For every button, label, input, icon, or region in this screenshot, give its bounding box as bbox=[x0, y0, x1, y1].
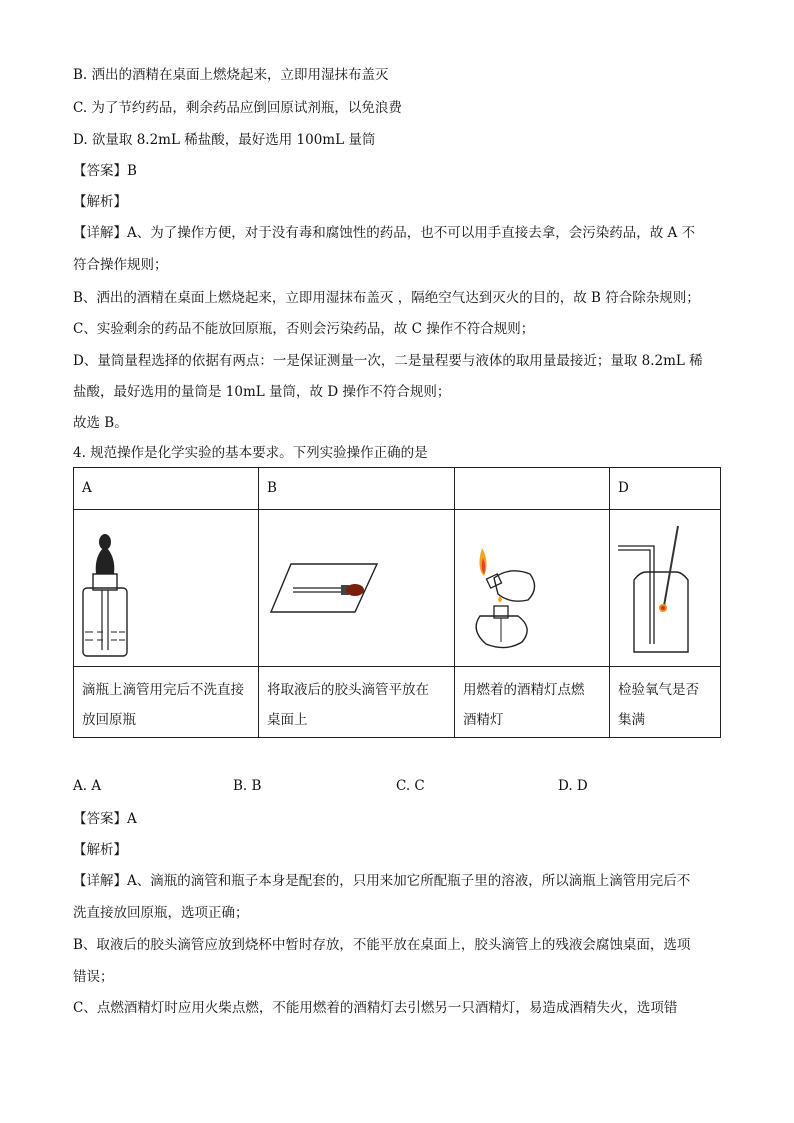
detail-line: B、洒出的酒精在桌面上燃烧起来，立即用湿抹布盖灭 ，隔绝空气达到灭火的目的，故 B 符合除杂规则； bbox=[73, 290, 700, 306]
options-table bbox=[73, 467, 721, 738]
detail-line: 【详解】A、滴瓶的滴管和瓶子本身是配套的，只用来加它所配瓶子里的溶液，所以滴瓶上滴管用完后不 bbox=[73, 873, 691, 889]
detail-line: 符合操作规则； bbox=[73, 257, 168, 273]
analysis-label: 【解析】 bbox=[73, 194, 127, 210]
caption-cell-b bbox=[258, 666, 455, 738]
option-b-text: B. 洒出的酒精在桌面上燃烧起来，立即用湿抹布盖灭 bbox=[73, 67, 389, 83]
detail-line: 【详解】A、为了操作方便，对于没有毒和腐蚀性的药品，也不可以用手直接去拿，会污染药品，故 A 不 bbox=[73, 225, 696, 241]
detail-line: B、取液后的胶头滴管应放到烧杯中暂时存放，不能平放在桌面上，胶头滴管上的残液会腐蚀桌面，选项 bbox=[73, 937, 691, 953]
table-header-a: A bbox=[73, 467, 259, 510]
option-d-text: D. 欲量取 8.2mL 稀盐酸，最好选用 100mL 量筒 bbox=[73, 132, 376, 148]
conclusion-line: 故选 B。 bbox=[73, 415, 128, 431]
choice-a: A. A bbox=[73, 778, 102, 794]
question-4-stem: 4. 规范操作是化学实验的基本要求。下列实验操作正确的是 bbox=[73, 445, 428, 461]
dropper-on-table-icon bbox=[269, 560, 379, 620]
gas-bottle-icon bbox=[616, 524, 696, 654]
option-c-text: C. 为了节约药品，剩余药品应倒回原试剂瓶，以免浪费 bbox=[73, 100, 402, 116]
image-cell-d bbox=[609, 509, 721, 667]
alcohol-lamp-icon bbox=[460, 538, 550, 658]
detail-line: D、量筒量程选择的依据有两点：一是保证测量一次，二是量程要与液体的取用量最接近；量取 8.2mL 稀 bbox=[73, 353, 703, 369]
image-cell-a bbox=[73, 509, 259, 667]
table-header-d: D bbox=[609, 467, 721, 510]
detail-line: C、实验剩余的药品不能放回原瓶，否则会污染药品，故 C 操作不符合规则； bbox=[73, 321, 535, 337]
image-cell-c bbox=[454, 509, 610, 667]
answer-label: 【答案】B bbox=[73, 163, 137, 179]
caption-line: 滴瓶上滴管用完后不洗直接 bbox=[82, 682, 244, 698]
caption-line: 检验氧气是否 bbox=[618, 682, 699, 698]
detail-line: 洗直接放回原瓶，选项正确； bbox=[73, 905, 249, 921]
caption-line: 将取液后的胶头滴管平放在 bbox=[267, 682, 429, 698]
caption-line: 放回原瓶 bbox=[82, 712, 136, 728]
caption-cell-a bbox=[73, 666, 259, 738]
caption-line: 酒精灯 bbox=[463, 712, 504, 728]
analysis-label: 【解析】 bbox=[73, 842, 127, 858]
choice-b: B. B bbox=[233, 778, 262, 794]
detail-line: 盐酸，最好选用的量筒是 10mL 量筒，故 D 操作不符合规则； bbox=[73, 384, 451, 400]
image-cell-b bbox=[258, 509, 455, 667]
dropper-bottle-icon bbox=[79, 528, 139, 658]
answer-label: 【答案】A bbox=[73, 811, 137, 827]
table-header-c bbox=[454, 467, 610, 510]
choice-c: C. C bbox=[396, 778, 425, 794]
table-header-b: B bbox=[258, 467, 455, 510]
detail-line: 错误； bbox=[73, 969, 114, 985]
caption-line: 用燃着的酒精灯点燃 bbox=[463, 682, 585, 698]
caption-cell-d bbox=[609, 666, 721, 738]
caption-cell-c bbox=[454, 666, 610, 738]
caption-line: 集满 bbox=[618, 712, 645, 728]
caption-line: 桌面上 bbox=[267, 712, 308, 728]
detail-line: C、点燃酒精灯时应用火柴点燃，不能用燃着的酒精灯去引燃另一只酒精灯，易造成酒精失火，选项错 bbox=[73, 1000, 678, 1016]
choice-d: D. D bbox=[558, 778, 588, 794]
